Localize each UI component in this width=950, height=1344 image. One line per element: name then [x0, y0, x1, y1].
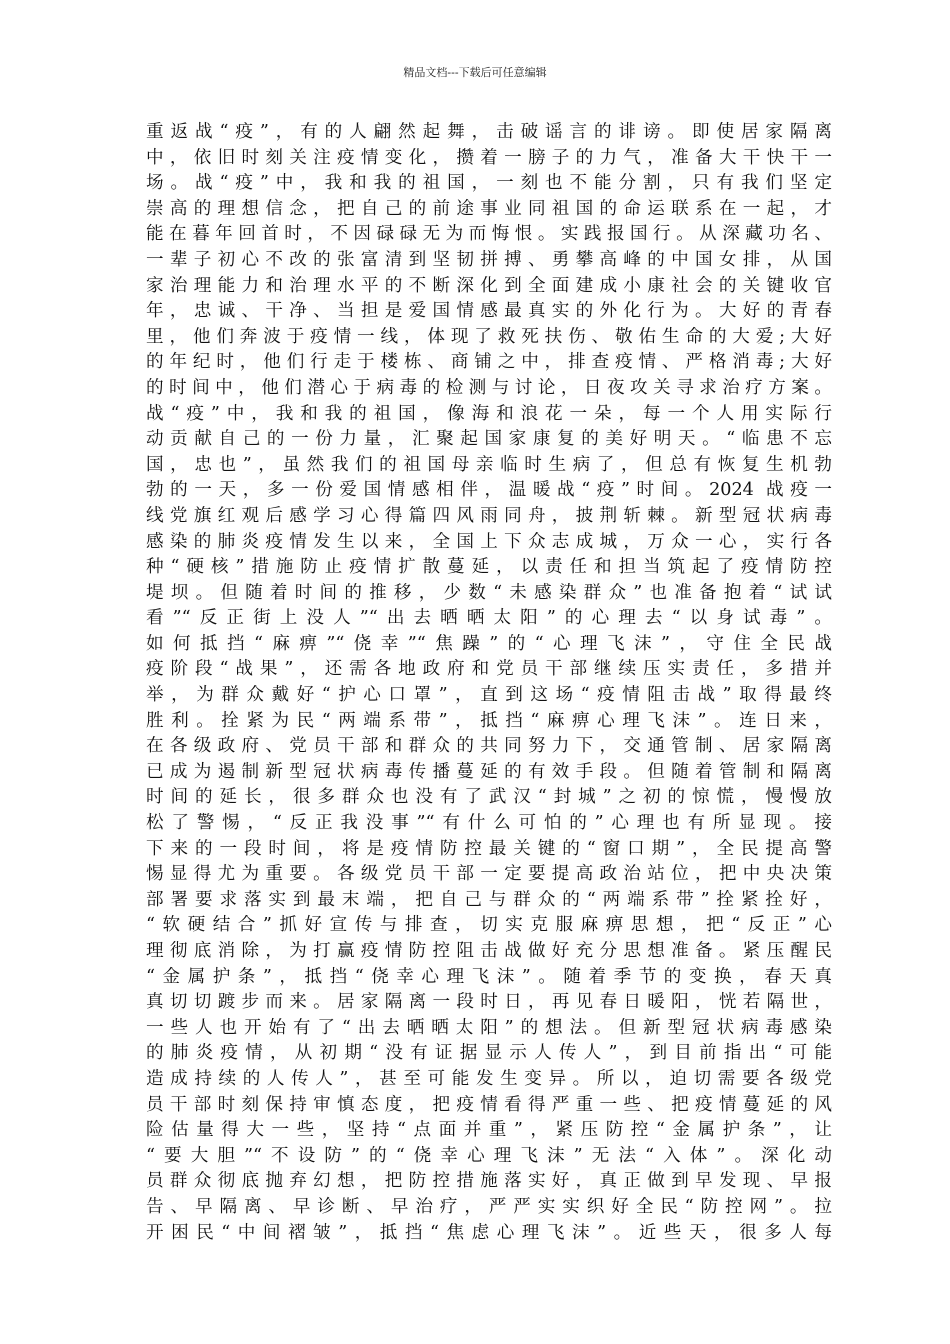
- text-line: 中，依旧时刻关注疫情变化，攒着一膀子的力气，准备大干快干一: [146, 147, 832, 168]
- text-line: 一些人也开始有了“出去晒晒太阳”的想法。但新型冠状病毒感染: [146, 1017, 832, 1038]
- text-line: 举，为群众戴好“护心口罩”，直到这场“疫情阻击战”取得最终: [146, 685, 832, 706]
- text-line: “要大胆”“不设防”的“侥幸心理飞沫”无法“入体”。深化动: [146, 1145, 832, 1166]
- text-line: 如何抵挡“麻痹”“侥幸”“焦躁”的“心理飞沫”，守住全民战: [146, 633, 832, 654]
- text-line: 里，他们奔波于疫情一线，体现了救死扶伤、敬佑生命的大爱;大好: [146, 326, 832, 347]
- text-line: 员群众彻底抛弃幻想，把防控措施落实好，真正做到早发现、早报: [146, 1171, 832, 1192]
- text-line: 勃的一天，多一份爱国情感相伴，温暖战“疫”时间。2024 战疫一: [146, 480, 832, 501]
- text-line: 松了警惕，“反正我没事”“有什么可怕的”心理也有所显现。接: [146, 813, 832, 834]
- text-line: 已成为遏制新型冠状病毒传播蔓延的有效手段。但随着管制和隔离: [146, 761, 832, 782]
- text-line: “软硬结合”抓好宣传与排查，切实克服麻痹思想，把“反正”心: [146, 915, 832, 936]
- text-line: 胜利。拴紧为民“两端系带”，抵挡“麻痹心理飞沫”。连日来，: [146, 710, 832, 731]
- text-line: 开困民“中间褶皱”，抵挡“焦虑心理飞沫”。近些天，很多人每: [146, 1222, 832, 1243]
- text-line: 在各级政府、党员干部和群众的共同努力下，交通管制、居家隔离: [146, 736, 832, 757]
- text-line: 的年纪时，他们行走于楼栋、商铺之中，排查疫情、严格消毒;大好: [146, 352, 832, 373]
- text-line: 线党旗红观后感学习心得篇四风雨同舟，披荆斩棘。新型冠状病毒: [146, 505, 832, 526]
- text-line: 惕显得尤为重要。各级党员干部一定要提高政治站位，把中央决策: [146, 864, 832, 885]
- text-line: 的肺炎疫情，从初期“没有证据显示人传人”，到目前指出“可能: [146, 1043, 832, 1064]
- page-header: 精品文档---下载后可任意编辑: [403, 66, 547, 79]
- text-line: 告、早隔离、早诊断、早治疗，严严实实织好全民“防控网”。拉: [146, 1196, 832, 1217]
- text-line: 的时间中，他们潜心于病毒的检测与讨论，日夜攻关寻求治疗方案。: [146, 377, 832, 398]
- text-line: 员干部时刻保持审慎态度，把疫情看得严重一些、把疫情蔓延的风: [146, 1094, 832, 1115]
- text-line: 部署要求落实到最末端，把自己与群众的“两端系带”拴紧拴好，: [146, 889, 832, 910]
- text-line: 疫阶段“战果”，还需各地政府和党员干部继续压实责任，多措并: [146, 659, 832, 680]
- text-line: 战“疫”中，我和我的祖国，像海和浪花一朵，每一个人用实际行: [146, 403, 832, 424]
- text-line: 一辈子初心不改的张富清到坚韧拼搏、勇攀高峰的中国女排，从国: [146, 249, 832, 270]
- text-line: 下来的一段时间，将是疫情防控最关键的“窗口期”，全民提高警: [146, 838, 832, 859]
- text-line: 国，忠也”，虽然我们的祖国母亲临时生病了，但总有恢复生机勃: [146, 454, 832, 475]
- text-line: 险估量得大一些，坚持“点面并重”，紧压防控“金属护条”，让: [146, 1120, 832, 1141]
- text-line: 种“硬核”措施防止疫情扩散蔓延，以责任和担当筑起了疫情防控: [146, 557, 832, 578]
- text-line: 能在暮年回首时，不因碌碌无为而悔恨。实践报国行。从深藏功名、: [146, 224, 832, 245]
- text-line: 时间的延长，很多群众也没有了武汉“封城”之初的惊慌，慢慢放: [146, 787, 832, 808]
- text-line: 理彻底消除，为打赢疫情防控阻击战做好充分思想准备。紧压醒民: [146, 941, 832, 961]
- body-text: [146, 120, 832, 1246]
- text-line: 感染的肺炎疫情发生以来，全国上下众志成城，万众一心，实行各: [146, 531, 832, 552]
- text-line: 看”“反正街上没人”“出去晒晒太阳”的心理去“以身试毒”。: [146, 608, 832, 629]
- text-line: 崇高的理想信念，把自己的前途事业同祖国的命运联系在一起，才: [146, 198, 832, 219]
- text-line: “金属护条”，抵挡“侥幸心理飞沫”。随着季节的变换，春天真: [146, 966, 832, 987]
- text-line: 堤坝。但随着时间的推移，少数“未感染群众”也准备抱着“试试: [146, 582, 832, 603]
- text-line: 家治理能力和治理水平的不断深化到全面建成小康社会的关键收官: [146, 275, 832, 296]
- text-line: 场。战“疫”中，我和我的祖国，一刻也不能分割，只有我们坚定: [146, 173, 832, 194]
- text-line: 重返战“疫”，有的人翩然起舞，击破谣言的诽谤。即使居家隔离: [146, 122, 832, 142]
- text-line: 真切切踱步而来。居家隔离一段时日，再见春日暖阳，恍若隔世，: [146, 992, 832, 1013]
- text-line: 年，忠诚、干净、当担是爱国情感最真实的外化行为。大好的青春: [146, 301, 832, 322]
- text-line: 动贡献自己的一份力量，汇聚起国家康复的美好明天。“临患不忘: [146, 429, 832, 450]
- text-line: 造成持续的人传人”，甚至可能发生变异。所以，迫切需要各级党: [146, 1068, 832, 1089]
